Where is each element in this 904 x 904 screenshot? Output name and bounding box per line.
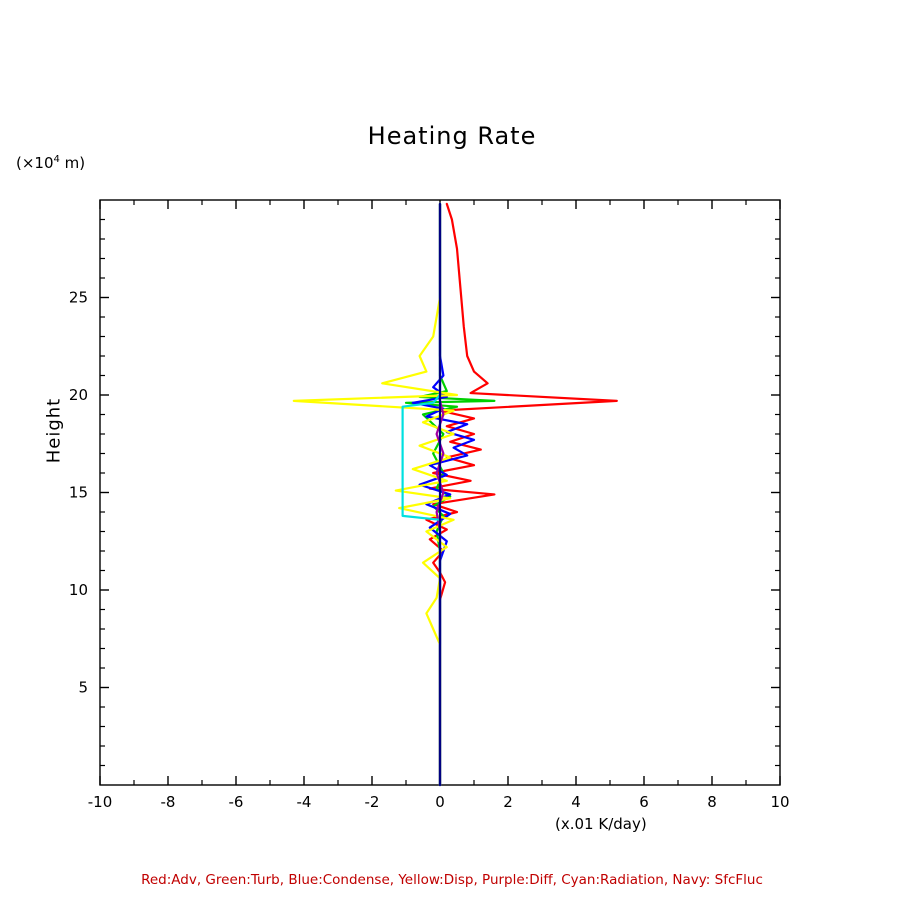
y-axis-unit-label: ($\times 10^4$ m) — [16, 154, 86, 172]
y-tick-label: 10 — [68, 581, 88, 599]
x-tick-label: -4 — [296, 793, 312, 811]
axis-tick-labels — [69, 289, 790, 812]
x-axis-label: (x.01 K/day) — [555, 815, 647, 833]
y-axis-unit-exponent: 4 — [53, 154, 60, 165]
x-tick-label: -10 — [87, 793, 113, 811]
series-line-disp — [294, 204, 457, 785]
legend: Red:Adv, Green:Turb, Blue:Condense, Yellow:Disp, Purple:Diff, Cyan:Radiation, Navy: SfcFluc — [141, 872, 763, 888]
x-tick-label: 0 — [435, 793, 445, 811]
y-tick-label: 25 — [68, 288, 88, 307]
x-tick-label: 8 — [707, 793, 717, 811]
x-tick-label: 6 — [639, 793, 649, 811]
y-tick-label: 20 — [68, 386, 88, 404]
y-axis-label: Height — [43, 397, 65, 464]
x-tick-label: -2 — [364, 793, 380, 811]
x-tick-label: -6 — [228, 793, 244, 811]
series-line-adv — [426, 204, 616, 785]
x-tick-label: 10 — [770, 793, 790, 811]
x-tick-label: 2 — [503, 793, 513, 811]
data-series-group — [294, 204, 617, 785]
y-tick-label: 15 — [68, 483, 88, 502]
chart-title: Heating Rate — [367, 122, 537, 150]
x-tick-label: 4 — [571, 793, 581, 811]
x-tick-label: -8 — [160, 793, 176, 811]
y-tick-label: 5 — [78, 678, 88, 697]
